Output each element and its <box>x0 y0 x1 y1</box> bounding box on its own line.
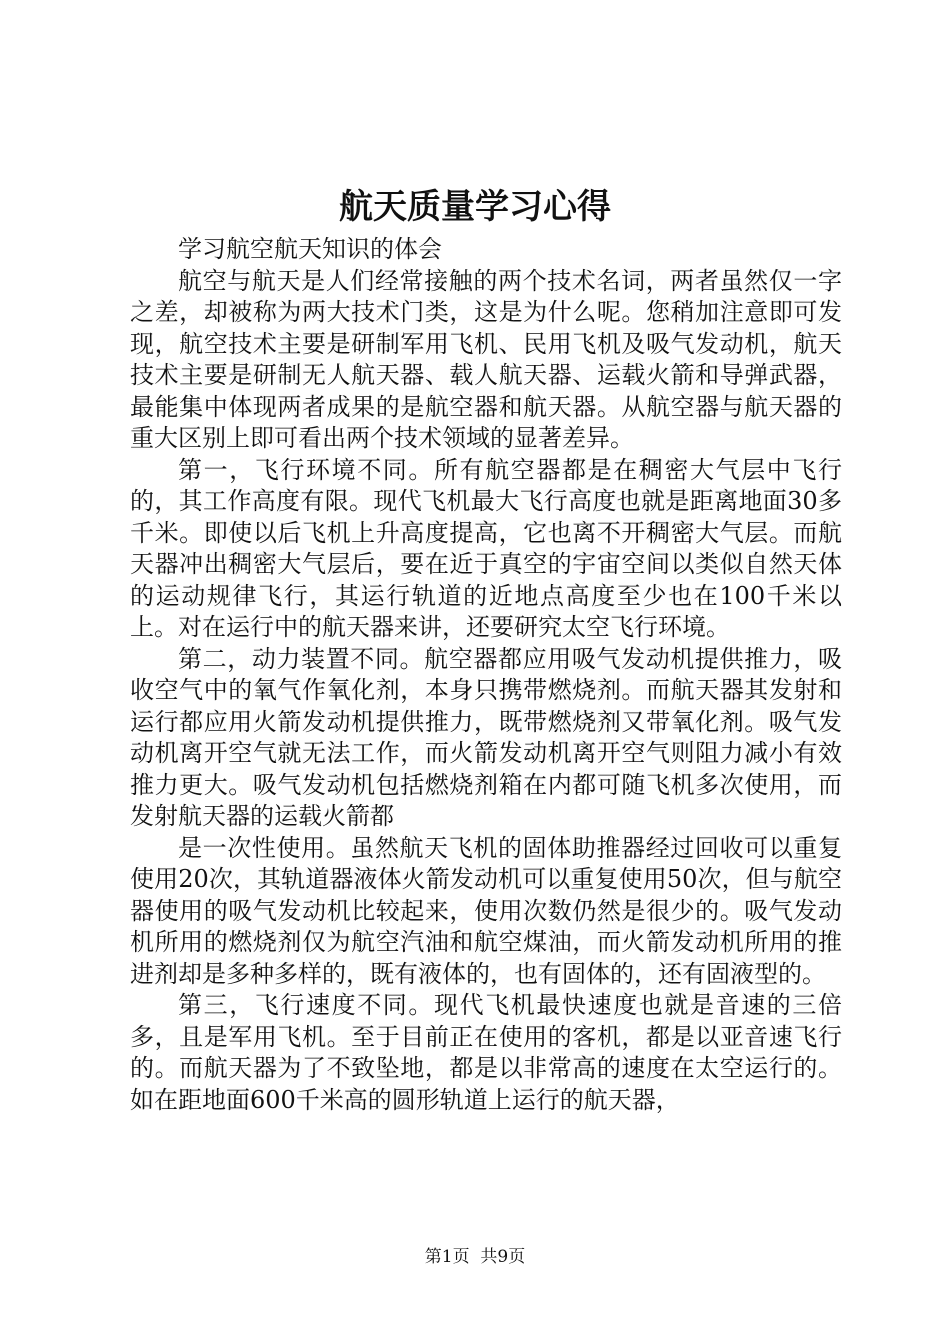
page-number-footer: 第1页 共9页 <box>424 1247 526 1267</box>
document-body <box>130 234 842 1116</box>
environment-paragraph: 第一，飞行环境不同。所有航空器都是在稠密大气层中飞行的，其工作高度有限。现代飞机最大飞行高度也就是距离地面30多千米。即使以后飞机上升高度提高，它也离不开稠密大气层。而航天器冲出稠密大气层后，要在近于真空的宇宙空间以类似自然天体的运动规律飞行，其运行轨道的近地点高度至少也在100千米以上。对在运行中的航天器来讲，还要研究太空飞行环境。 <box>130 455 842 641</box>
intro-paragraph: 航空与航天是人们经常接触的两个技术名词，两者虽然仅一字之差，却被称为两大技术门类，这是为什么呢。您稍加注意即可发现，航空技术主要是研制军用飞机、民用飞机及吸气发动机，航天技术主要是研制无人航天器、载人航天器、运载火箭和导弹武器，最能集中体现两者成果的是航空器和航天器。从航空器与航天器的重大区别上即可看出两个技术领域的显著差异。 <box>130 266 842 452</box>
reuse-paragraph: 是一次性使用。虽然航天飞机的固体助推器经过回收可以重复使用20次，其轨道器液体火箭发动机可以重复使用50次，但与航空器使用的吸气发动机比较起来，使用次数仍然是很少的。吸气发动机所用的燃烧剂仅为航空汽油和航空煤油，而火箭发动机所用的推进剂却是多种多样的，既有液体的，也有固体的，还有固液型的。 <box>130 833 842 988</box>
propulsion-paragraph: 第二，动力装置不同。航空器都应用吸气发动机提供推力，吸收空气中的氧气作氧化剂，本身只携带燃烧剂。而航天器其发射和运行都应用火箭发动机提供推力，既带燃烧剂又带氧化剂。吸气发动机离开空气就无法工作，而火箭发动机离开空气则阻力减小有效推力更大。吸气发动机包括燃烧剂箱在内都可随飞机多次使用，而发射航天器的运载火箭都 <box>130 644 842 830</box>
speed-paragraph: 第三，飞行速度不同。现代飞机最快速度也就是音速的三倍多，且是军用飞机。至于目前正在使用的客机，都是以亚音速飞行的。而航天器为了不致坠地，都是以非常高的速度在太空运行的。如在距地面600千米高的圆形轨道上运行的航天器， <box>130 991 842 1114</box>
subtitle-paragraph: 学习航空航天知识的体会 <box>178 235 442 263</box>
document-title: 航天质量学习心得 <box>339 187 611 227</box>
